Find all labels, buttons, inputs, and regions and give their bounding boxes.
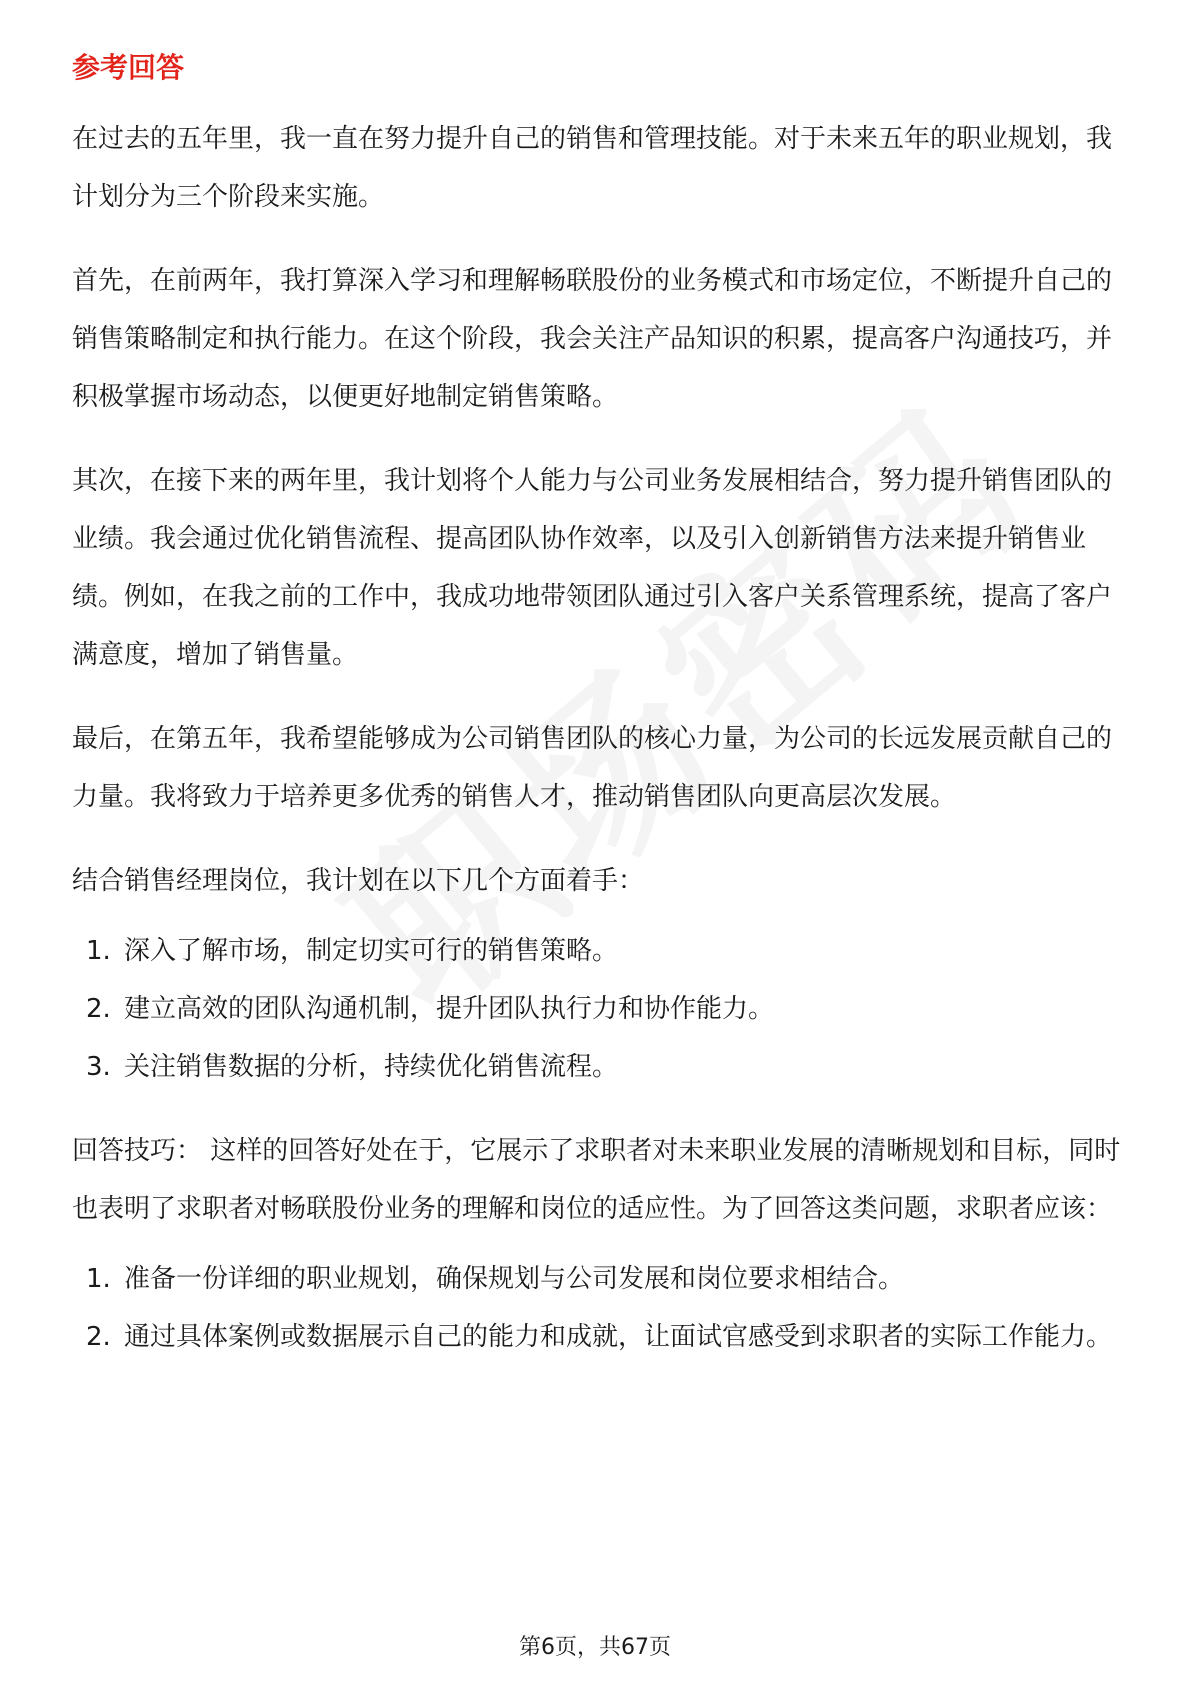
paragraph-final-stage: 最后，在第五年，我希望能够成为公司销售团队的核心力量，为公司的长远发展贡献自己的力量。我将致力于培养更多优秀的销售人才，推动销售团队向更高层次发展。 [72,724,1113,812]
list-text: 深入了解市场，制定切实可行的销售策略。 [124,936,619,966]
list-item [72,1038,1122,1096]
list-text: 准备一份详细的职业规划，确保规划与公司发展和岗位要求相结合。 [124,1264,905,1294]
list-item [72,1250,1122,1308]
list-text: 通过具体案例或数据展示自己的能力和成就，让面试官感受到求职者的实际工作能力。 [124,1322,1113,1352]
paragraph-second-stage: 其次，在接下来的两年里，我计划将个人能力与公司业务发展相结合，努力提升销售团队的业绩。我会通过优化销售流程、提高团队协作效率，以及引入创新销售方法来提升销售业绩。例如，在我之前的工作中，我成功地带领团队通过引入客户关系管理系统，提高了客户满意度，增加了销售量。 [72,466,1113,670]
list-item [72,1308,1122,1366]
list-number: 1. [86,936,111,966]
paragraph-answer-tips: 回答技巧： 这样的回答好处在于，它展示了求职者对未来职业发展的清晰规划和目标，同时也表明了求职者对畅联股份业务的理解和岗位的适应性。为了回答这类问题，求职者应该： [72,1136,1121,1224]
list-number: 2. [86,994,111,1024]
list-text: 建立高效的团队沟通机制，提升团队执行力和协作能力。 [124,994,775,1024]
plan-list [72,922,1122,1096]
list-number: 3. [86,1052,111,1082]
page-content [72,48,1122,1392]
page-footer: 第6页，共67页 [519,1635,671,1660]
paragraph-first-stage: 首先，在前两年，我打算深入学习和理解畅联股份的业务模式和市场定位，不断提升自己的销售策略制定和执行能力。在这个阶段，我会关注产品知识的积累，提高客户沟通技巧，并积极掌握市场动态，以便更好地制定销售策略。 [72,266,1113,412]
list-number: 1. [86,1264,111,1294]
list-number: 2. [86,1322,111,1352]
paragraph-list-intro: 结合销售经理岗位，我计划在以下几个方面着手： [72,866,645,896]
list-item [72,980,1122,1038]
paragraph-intro: 在过去的五年里，我一直在努力提升自己的销售和管理技能。对于未来五年的职业规划，我计划分为三个阶段来实施。 [72,124,1113,212]
section-title: 参考回答 [72,51,185,84]
list-item [72,922,1122,980]
list-text: 关注销售数据的分析，持续优化销售流程。 [124,1052,619,1082]
tips-list [72,1250,1122,1366]
